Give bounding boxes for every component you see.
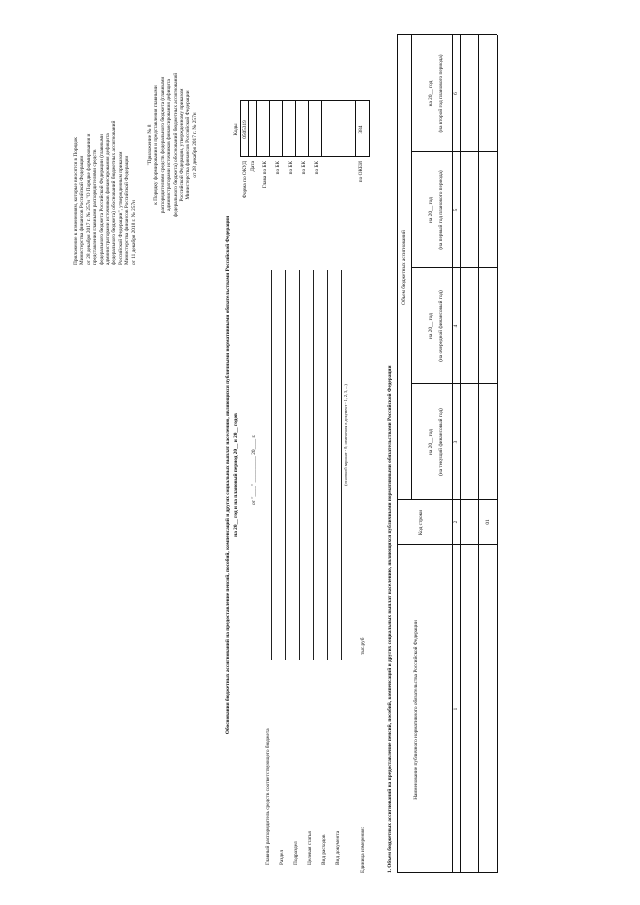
field-underline: [341, 270, 342, 660]
date-line: от "____" __________ 20____ г.: [251, 434, 257, 505]
col-number: 5: [453, 208, 459, 212]
col-header-group: Объем бюджетных ассигнований: [401, 230, 407, 305]
col-number: 6: [453, 92, 459, 95]
year-top: на 20__ год: [428, 80, 434, 107]
preamble-line: администраторами источников финансирования дефицита: [105, 133, 112, 265]
field-label-target: Целевая статья: [307, 831, 313, 865]
field-underline: [271, 270, 272, 660]
year-top: на 20__ год: [428, 197, 434, 223]
okei-code: 384: [358, 125, 364, 134]
appendix-line: "Приложение № 8: [147, 124, 153, 166]
preamble-line: от 28 декабря 2017 г. № 257н "О Порядке формирования и: [85, 133, 92, 265]
field-underline: [299, 270, 300, 660]
year-sub: (на первый год планового периода): [438, 170, 444, 250]
col-number: 1: [453, 707, 459, 711]
appendix-line: от 28 декабря 2017 г. № 257н: [191, 112, 198, 178]
col-header-code: Код строки: [418, 509, 424, 536]
document-title: Обоснования бюджетных ассигнований на предоставление пенсий, пособий, компенсаций и других социальных выплат населению, являющихся публичными нормативными обязательствами Российской Федерации: [225, 215, 231, 735]
preamble-line: Российской Федерации", утвержденным приказом: [117, 151, 124, 265]
preamble-line: представления главными распорядителями средств: [92, 149, 99, 265]
document-subtitle: на 20__ год и на плановый период 20__ и 20__ годов: [233, 413, 239, 537]
appendix-line: Российской Федерации, утвержденному приказом: [179, 88, 186, 202]
appendix-line: Министерства финансов Российской Федерации: [185, 90, 192, 200]
year-sub: (на текущий финансовый год): [438, 408, 444, 476]
year-sub: (на второй год планового периода): [438, 54, 444, 133]
year-sub: (на очередной финансовый год): [438, 290, 444, 362]
col-header-name: Наименование публичного нормативного обязательства Российской Федерации: [413, 620, 419, 800]
preamble-line: Министерства финансов Российской Федерации: [79, 155, 86, 265]
field-underline: [327, 270, 328, 660]
field-underline: [313, 270, 314, 660]
section-title: 1. Объем бюджетных ассигнований на предоставление пенсий, пособий, компенсаций и других социальных выплат населению, являющихся публичными нормативными обязательствами Российской Федерации: [387, 365, 393, 873]
field-underline: [285, 270, 286, 660]
rotated-landscape-form: [55, 15, 595, 885]
preamble-line: Приложение к изменениям, которые вносятся в Порядок: [73, 137, 79, 265]
date-label: Дата: [250, 161, 256, 172]
appendix-line: администраторами источников финансирования дефицита: [166, 79, 173, 211]
field-label-expense-type: Вид расходов: [321, 834, 327, 865]
row-code-cell: 01: [485, 519, 491, 525]
year-top: на 20__ год: [428, 313, 434, 339]
preamble-line: федерального бюджета Российской Федерации (главными: [98, 134, 105, 265]
appendix-line: распорядителями средств федерального бюджета (главными: [159, 76, 166, 214]
preamble-block: [73, 25, 137, 265]
codes-row-label: Глава по БК: [262, 161, 268, 189]
codes-box: [240, 100, 370, 157]
preamble-line: Министерства финансов Российской Федерации: [124, 155, 131, 265]
codes-row-label: по БК: [301, 161, 307, 175]
col-number: 2: [453, 520, 459, 524]
preamble-line: федерального бюджета) обоснований бюджетных ассигнований: [111, 120, 118, 265]
col-number: 3: [453, 440, 459, 444]
appendix-line: к Порядку формирования и представления главными: [153, 85, 160, 205]
doc-type-hint: (основной вариант - 0; изменения в документ - 1, 2, 3, ...): [343, 384, 348, 486]
year-top: на 20__ год: [428, 429, 434, 455]
col-number: 4: [453, 324, 459, 328]
field-label-subsection: Подраздел: [293, 841, 299, 865]
unit-label: Единица измерения:: [360, 826, 366, 873]
preamble-line: от 11 декабря 2018 г. № 257н: [130, 200, 137, 265]
field-label-gprs: Главный распорядитель средств соответствующего бюджета: [265, 728, 271, 865]
unit-value: тыс.руб: [360, 637, 366, 655]
codes-row-label: по БК: [275, 161, 281, 175]
field-label-section: Раздел: [279, 850, 285, 865]
form-okud-code: 0505319: [242, 120, 248, 139]
form-okud-label: Форма по ОКУД: [242, 161, 248, 199]
appendix-line: федерального бюджета) обоснований бюджетных ассигнований: [172, 72, 179, 218]
okei-label: по ОКЕИ: [358, 161, 364, 183]
appendix-block: [147, 30, 198, 260]
field-label-doc-type: Вид документа: [335, 830, 341, 865]
codes-row-label: по БК: [314, 161, 320, 175]
codes-header: Коды: [233, 123, 239, 136]
codes-row-label: по БК: [288, 161, 294, 175]
